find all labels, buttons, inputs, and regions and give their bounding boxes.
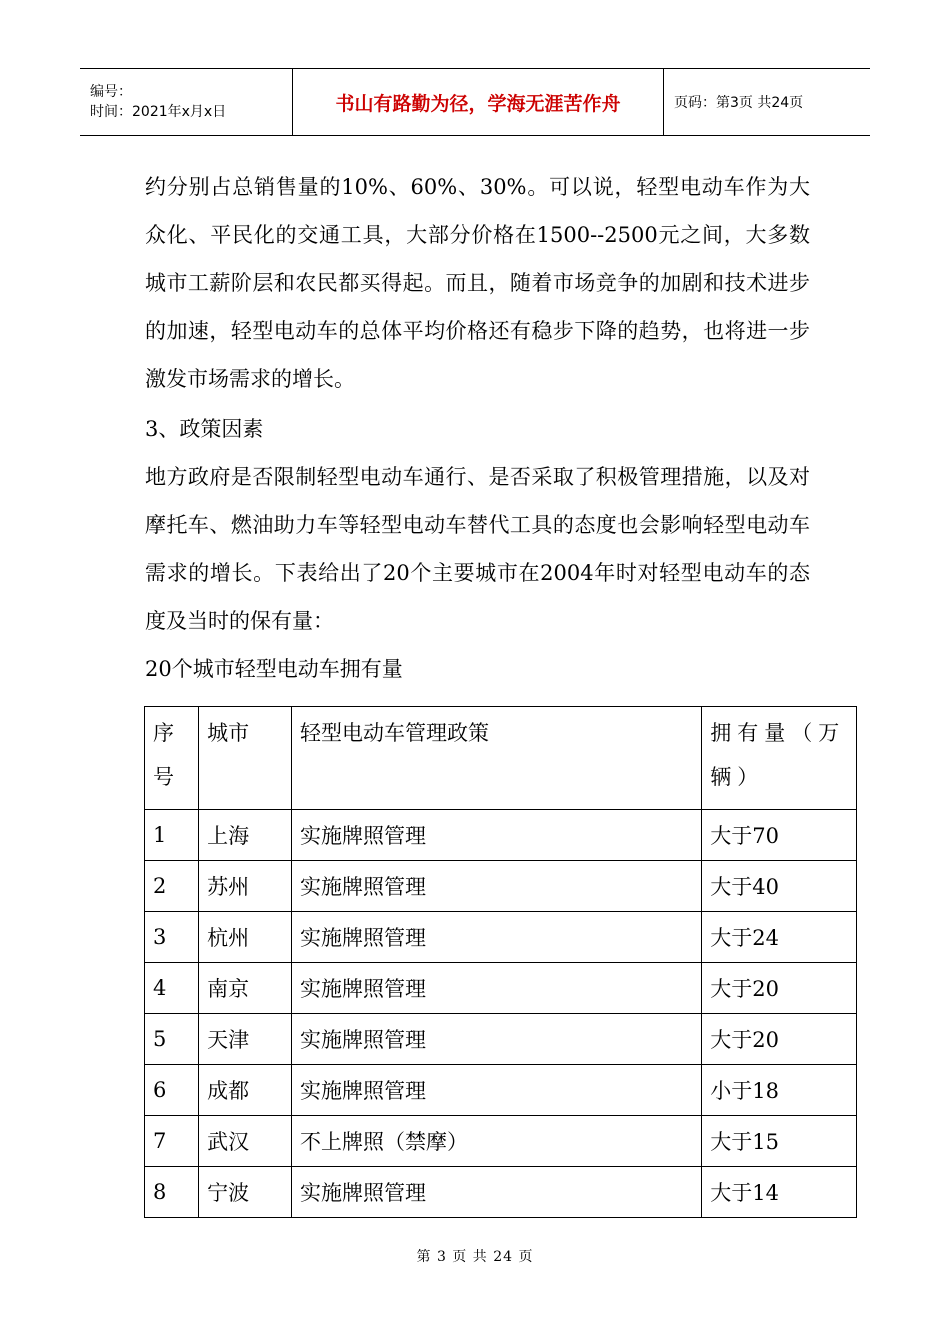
table-row: [145, 912, 857, 963]
section-heading-policy: 3、政策因素: [145, 417, 264, 441]
cell-city: 杭州: [199, 912, 292, 963]
cell-policy: 实施牌照管理: [292, 963, 702, 1014]
cell-number: 2: [145, 861, 199, 912]
table-header-row: [145, 707, 857, 810]
cell-policy: 实施牌照管理: [292, 810, 702, 861]
document-number-label: 编号：: [90, 84, 132, 100]
header-cell-policy: 轻型电动车管理政策: [292, 707, 702, 810]
cell-amount: 大于14: [702, 1167, 857, 1218]
cell-number: 1: [145, 810, 199, 861]
table-row: [145, 861, 857, 912]
paragraph-price: 约分别占总销售量的10%、60%、30%。可以说，轻型电动车作为大众化、平民化的交通工具，大部分价格在1500--2500元之间，大多数城市工薪阶层和农民都买得起。而且，随着市场竞争的加剧和技术进步的加速，轻型电动车的总体平均价格还有稳步下降的趋势，也将进一步激发市场需求的增长。: [145, 175, 810, 391]
cell-number: 7: [145, 1116, 199, 1167]
cell-city: 成都: [199, 1065, 292, 1116]
paragraph-policy: 地方政府是否限制轻型电动车通行、是否采取了积极管理措施，以及对摩托车、燃油助力车等轻型电动车替代工具的态度也会影响轻型电动车需求的增长。下表给出了20个主要城市在2004年时对轻型电动车的态度及当时的保有量：: [145, 465, 810, 633]
cell-number: 5: [145, 1014, 199, 1065]
header-cell-city: 城市: [199, 707, 292, 810]
cell-policy: 实施牌照管理: [292, 1014, 702, 1065]
city-ev-table: [144, 706, 857, 1218]
cell-city: 宁波: [199, 1167, 292, 1218]
table-row: [145, 963, 857, 1014]
header-page-label: 页码：第3页 共24页: [674, 95, 804, 111]
cell-policy: 实施牌照管理: [292, 1065, 702, 1116]
cell-number: 3: [145, 912, 199, 963]
cell-city: 南京: [199, 963, 292, 1014]
cell-city: 上海: [199, 810, 292, 861]
header-bottom-rule: [80, 135, 870, 136]
table-row: [145, 1014, 857, 1065]
cell-amount: 大于20: [702, 1014, 857, 1065]
cell-number: 6: [145, 1065, 199, 1116]
cell-policy: 实施牌照管理: [292, 861, 702, 912]
cell-amount: 大于40: [702, 861, 857, 912]
cell-amount: 大于24: [702, 912, 857, 963]
cell-amount: 大于15: [702, 1116, 857, 1167]
cell-city: 武汉: [199, 1116, 292, 1167]
table-caption: 20个城市轻型电动车拥有量: [145, 657, 403, 681]
document-time-label: 时间：2021年x月x日: [90, 104, 227, 120]
table-row: [145, 1116, 857, 1167]
cell-city: 天津: [199, 1014, 292, 1065]
header-left-cell: [80, 68, 293, 136]
cell-policy: 实施牌照管理: [292, 1167, 702, 1218]
cell-policy: 不上牌照（禁摩）: [292, 1116, 702, 1167]
cell-number: 4: [145, 963, 199, 1014]
header-cell-number: 序号: [145, 707, 199, 810]
page-footer: 第 3 页 共 24 页: [416, 1249, 534, 1265]
table-row: [145, 810, 857, 861]
cell-amount: 小于18: [702, 1065, 857, 1116]
cell-amount: 大于20: [702, 963, 857, 1014]
cell-number: 8: [145, 1167, 199, 1218]
cell-city: 苏州: [199, 861, 292, 912]
document-body: [145, 163, 810, 693]
header-motto: 书山有路勤为径，学海无涯苦作舟: [293, 68, 664, 136]
cell-policy: 实施牌照管理: [292, 912, 702, 963]
cell-amount: 大于70: [702, 810, 857, 861]
page-header: [80, 68, 870, 136]
table-row: [145, 1065, 857, 1116]
header-cell-amount: 拥有量（万辆）: [702, 707, 857, 810]
table-row: [145, 1167, 857, 1218]
